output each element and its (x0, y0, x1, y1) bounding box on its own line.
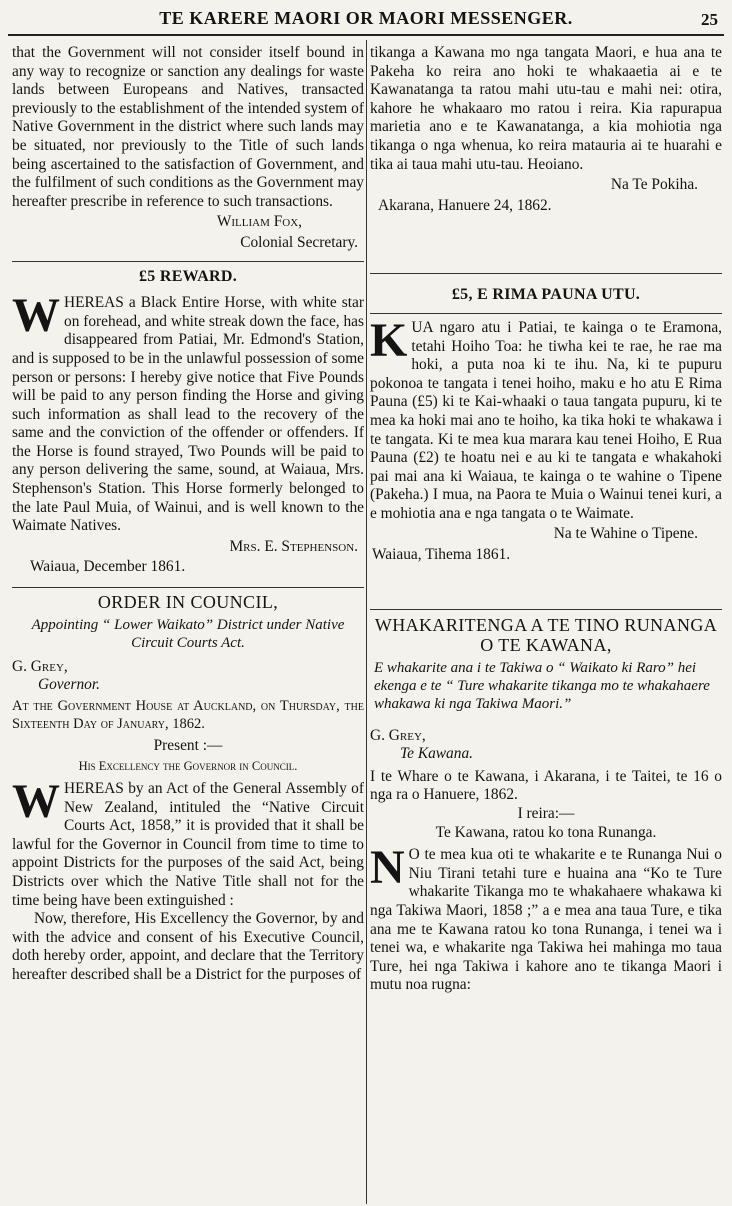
maori-order-body: O te mea kua oti te whakarite e te Runanga Nui o Niu Tirani tetahi ture e huaina ana “Ko te Ture whakarite Tikanga mo te whakahaere whakawa ki nga Takiwa Maori, 1858 ;” a e mea ana taua Ture, e tika ana me te Kawana ratou ko tona Runanga, i tenei wa i tenei wa, e whakarite nga Takiwa hei mahinga mo taua Ture, hei nga Takiwa i kahore ano te tikanga Maori i mutu noa rugna: (370, 846, 722, 994)
maori-notice-text: tikanga a Kawana mo nga tangata Maori, e hua ana te Pakeha ko reira ano hoki te whakaaetia ai e te Kawanatanga ta ratou mahi utu-tau e mahi nei: otira, kahore he whakaaro mo ratou i reira. Kia rapurapua marietia ano e te Kawanatanga, a kia mohiotia nga tikanga o nga whenua, ko reira matauria ai te huarahi e tika ai taua mahi utu-tau. Heoiano. (370, 44, 722, 173)
right-column (370, 44, 722, 1202)
maori-order-council: Te Kawana, ratou ko tona Runanga. (435, 823, 657, 841)
maori-reward-date: Waiaua, Tihema 1861. (372, 546, 511, 564)
maori-notice-signature: Na Te Pokiha. (610, 176, 698, 194)
section-rule (12, 261, 364, 262)
maori-reward-title: £5, E RIMA PAUNA UTU. (451, 286, 641, 304)
order-title: ORDER IN COUNCIL, (97, 592, 279, 613)
section-rule (12, 587, 364, 588)
order-text-continued: Now, therefore, His Excellency the Governor, by and with the advice and consent of his Executive Council, doth hereby order, appoint, and declare that the Territory hereafter described shall be a District for the purposes of (12, 910, 364, 983)
section-rule (370, 273, 722, 274)
order-present: Present :— (153, 736, 223, 754)
maori-governor-name: G. Grey, (370, 726, 426, 744)
maori-order-dropcap: N (370, 841, 405, 895)
order-text (12, 775, 364, 910)
maori-reward-text (370, 313, 722, 524)
maori-order-place-date: I te Whare o te Kawana, i Akarana, i te Taitei, te 16 o nga ra o Hanuere, 1862. (370, 767, 722, 804)
order-subtitle: Appointing “ Lower Waikato” District under Native Circuit Courts Act. (31, 616, 345, 651)
section-rule (370, 313, 722, 314)
land-notice-signature: William Fox, (216, 213, 302, 231)
reward-text (12, 289, 364, 536)
reward-signature: Mrs. E. Stephenson. (229, 537, 358, 555)
order-dropcap: W (12, 775, 60, 828)
maori-order-title: WHAKARITENGA A TE TINO RUNANGA O TE KAWANA, (374, 614, 718, 655)
governor-title: Governor. (38, 676, 100, 694)
column-divider (366, 40, 367, 1204)
reward-title: £5 REWARD. (138, 267, 238, 285)
maori-reward-body: UA ngaro atu i Patiai, te kainga o te Eramona, tetahi Hoiho Toa: he tiwha kei te rae, he rae ma hoki, a puta noa ki te ihu. Na, ki te pupuru pokonoa te tangata i tenei hoiho, maku e ho atu E Rima Pauna (£5) ki te Kai-whaaki o taua tangata pupuru, ki te mea ka hoki mai ano te hoiho, ka tika hoki te whakawa i te tangata. Ki te mea kua marara kau tenei Hoiho, E Rua Pauna (£2) te hoatu nei e au ki te tangata e whakahoki pai mai ana ki Waiaua, te kainga o te wahine o Tipene (Pakeha.) I mua, na Paora te Muia o Wainui tenei kuri, a e mohiotia ana e nga tangata o te Waimate. (370, 318, 722, 522)
page-header (0, 4, 732, 34)
maori-order-present: I reira:— (517, 805, 575, 823)
header-rule (8, 34, 724, 36)
page-number: 25 (701, 10, 718, 29)
maori-reward-dropcap: K (370, 313, 408, 367)
section-rule (370, 609, 722, 610)
governor-name: G. Grey, (12, 657, 68, 675)
order-body: HEREAS by an Act of the General Assembly of New Zealand, intituled the “Native Circuit Courts Act, 1858,” it is provided that it shall be lawful for the Governor in Council from time to time to appoint Districts for the purposes of the said Act, being Districts over which the Native Title shall not for the time being have been extinguished : (12, 780, 364, 909)
reward-dropcap: W (12, 289, 60, 343)
maori-reward-signature: Na te Wahine o Tipene. (553, 525, 698, 543)
maori-order-subtitle: E whakarite ana i te Takiwa o “ Waikato ki Raro” hei ekenga e te “ Ture whakarite tikanga mo te whakahaere whakawa ki nga Takiwa Maori.” (374, 659, 710, 712)
land-notice-signature-title: Colonial Secretary. (240, 233, 358, 251)
reward-body: HEREAS a Black Entire Horse, with white star on forehead, and white streak down the face, has disappeared from Patiai, Mr. Edmond's Station, and is supposed to be in the unlawful possession of some person or persons: I hereby give notice that Five Pounds will be paid to any person finding the Horse and giving such information as shall lead to the recovery of the same and the conviction of the offender or offenders. If the Horse is found strayed, Two Pounds will be paid to any person delivering the same, sound, at Waiaua, Mrs. Stephenson's Station. This Horse formerly belonged to the late Paul Muia, of Wainui, and is well known to the Waimate Natives. (12, 294, 364, 535)
reward-date: Waiaua, December 1861. (30, 558, 186, 576)
land-notice-text: that the Government will not consider itself bound in any way to recognize or sanction any dealings for waste lands between Europeans and Natives, transacted previously to the establishment of the intended system of Native Government in the district where such lands may be situated, nor previously to the Title of such lands being ascertained to the satisfaction of Government, and the fulfilment of such conditions as the Government may hereafter prescribe in reference to such transactions. (12, 44, 364, 210)
order-place-date: At the Government House at Auckland, on Thursday, the Sixteenth Day of January, 1862. (12, 697, 364, 732)
maori-order-text (370, 841, 722, 995)
running-title: TE KARERE MAORI OR MAORI MESSENGER. (159, 8, 573, 28)
maori-notice-date: Akarana, Hanuere 24, 1862. (378, 196, 552, 214)
maori-governor-title: Te Kawana. (400, 745, 473, 763)
left-column (12, 44, 364, 1202)
order-council: His Excellency the Governor in Council. (78, 759, 298, 774)
